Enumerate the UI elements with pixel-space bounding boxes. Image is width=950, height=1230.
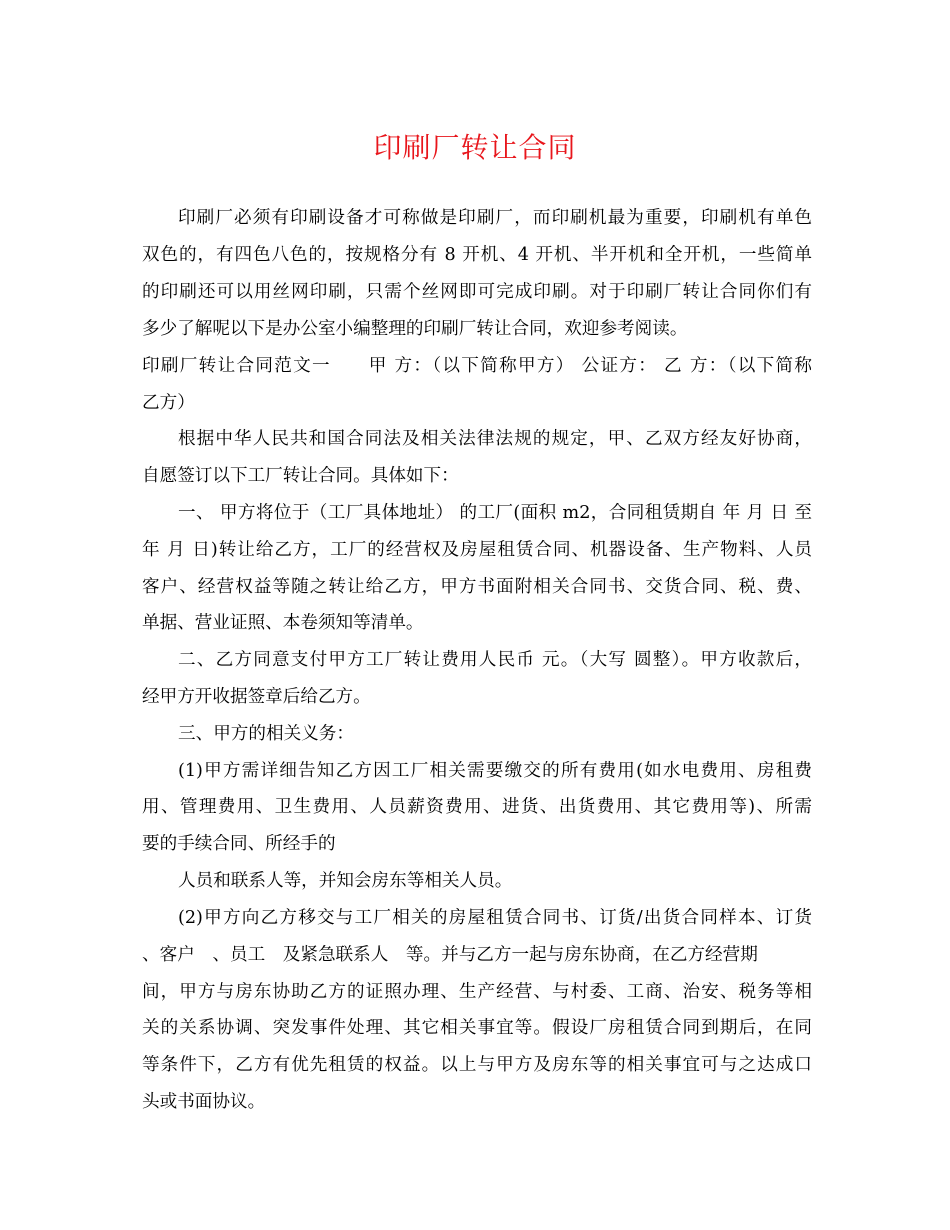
paragraph-line: (2)甲方向乙方移交与工厂相关的房屋租赁合同书、订货/出货合同样本、订货	[178, 908, 812, 928]
paragraph-line: 头或书面协议。	[142, 1092, 266, 1112]
paragraph-line: 经甲方开收据签章后给乙方。	[142, 687, 371, 707]
paragraph-line: 三、甲方的相关义务：	[178, 724, 354, 744]
document-title: 印刷厂转让合同	[373, 131, 577, 164]
paragraph-line: 乙方）	[142, 393, 195, 413]
paragraph-line: 要的手续合同、所经手的	[142, 834, 336, 854]
paragraph-line: 、客户 、员工 及紧急联系人 等。并与乙方一起与房东协商，在乙方经营期	[142, 945, 758, 965]
paragraph-line: 根据中华人民共和国合同法及相关法律法规的规定，甲、乙双方经友好协商，	[178, 429, 812, 449]
paragraph-line: 多少了解呢以下是办公室小编整理的印刷厂转让合同，欢迎参考阅读。	[142, 319, 688, 339]
paragraph-line: 双色的，有四色八色的，按规格分有 8 开机、4 开机、半开机和全开机，一些简单	[142, 245, 812, 265]
paragraph-line: 关的关系协调、突发事件处理、其它相关事宜等。假设厂房租赁合同到期后，在同	[142, 1018, 812, 1038]
paragraph-line: 用、管理费用、卫生费用、人员薪资费用、进货、出货费用、其它费用等)、所需	[142, 797, 812, 817]
paragraph-line: 的印刷还可以用丝网印刷，只需个丝网即可完成印刷。对于印刷厂转让合同你们有	[142, 282, 812, 302]
paragraph-line: 一、 甲方将位于（工厂具体地址） 的工厂(面积 m2，合同租赁期自 年 月 日 至	[178, 503, 812, 523]
paragraph-line: 客户、经营权益等随之转让给乙方，甲方书面附相关合同书、交货合同、税、费、	[142, 577, 812, 597]
paragraph-line: 单据、营业证照、本卷须知等清单。	[142, 613, 424, 633]
paragraph-line: 二、乙方同意支付甲方工厂转让费用人民币 元。（大写 圆整）。甲方收款后，	[178, 650, 812, 670]
paragraph-line: 等条件下，乙方有优先租赁的权益。以上与甲方及房东等的相关事宜可与之达成口	[142, 1055, 812, 1075]
paragraph-line: 人员和联系人等，并知会房东等相关人员。	[178, 871, 513, 891]
paragraph-line: 印刷厂转让合同范文一 甲 方：（以下简称甲方） 公证方： 乙 方：（以下简称	[142, 356, 812, 376]
paragraph-line: 印刷厂必须有印刷设备才可称做是印刷厂，而印刷机最为重要，印刷机有单色	[178, 208, 812, 228]
paragraph-line: 年 月 日)转让给乙方，工厂的经营权及房屋租赁合同、机器设备、生产物料、人员	[142, 540, 812, 560]
paragraph-line: 自愿签订以下工厂转让合同。具体如下：	[142, 466, 459, 486]
paragraph-line: (1)甲方需详细告知乙方因工厂相关需要缴交的所有费用(如水电费用、房租费	[178, 761, 812, 781]
paragraph-line: 间，甲方与房东协助乙方的证照办理、生产经营、与村委、工商、治安、税务等相	[142, 982, 812, 1002]
